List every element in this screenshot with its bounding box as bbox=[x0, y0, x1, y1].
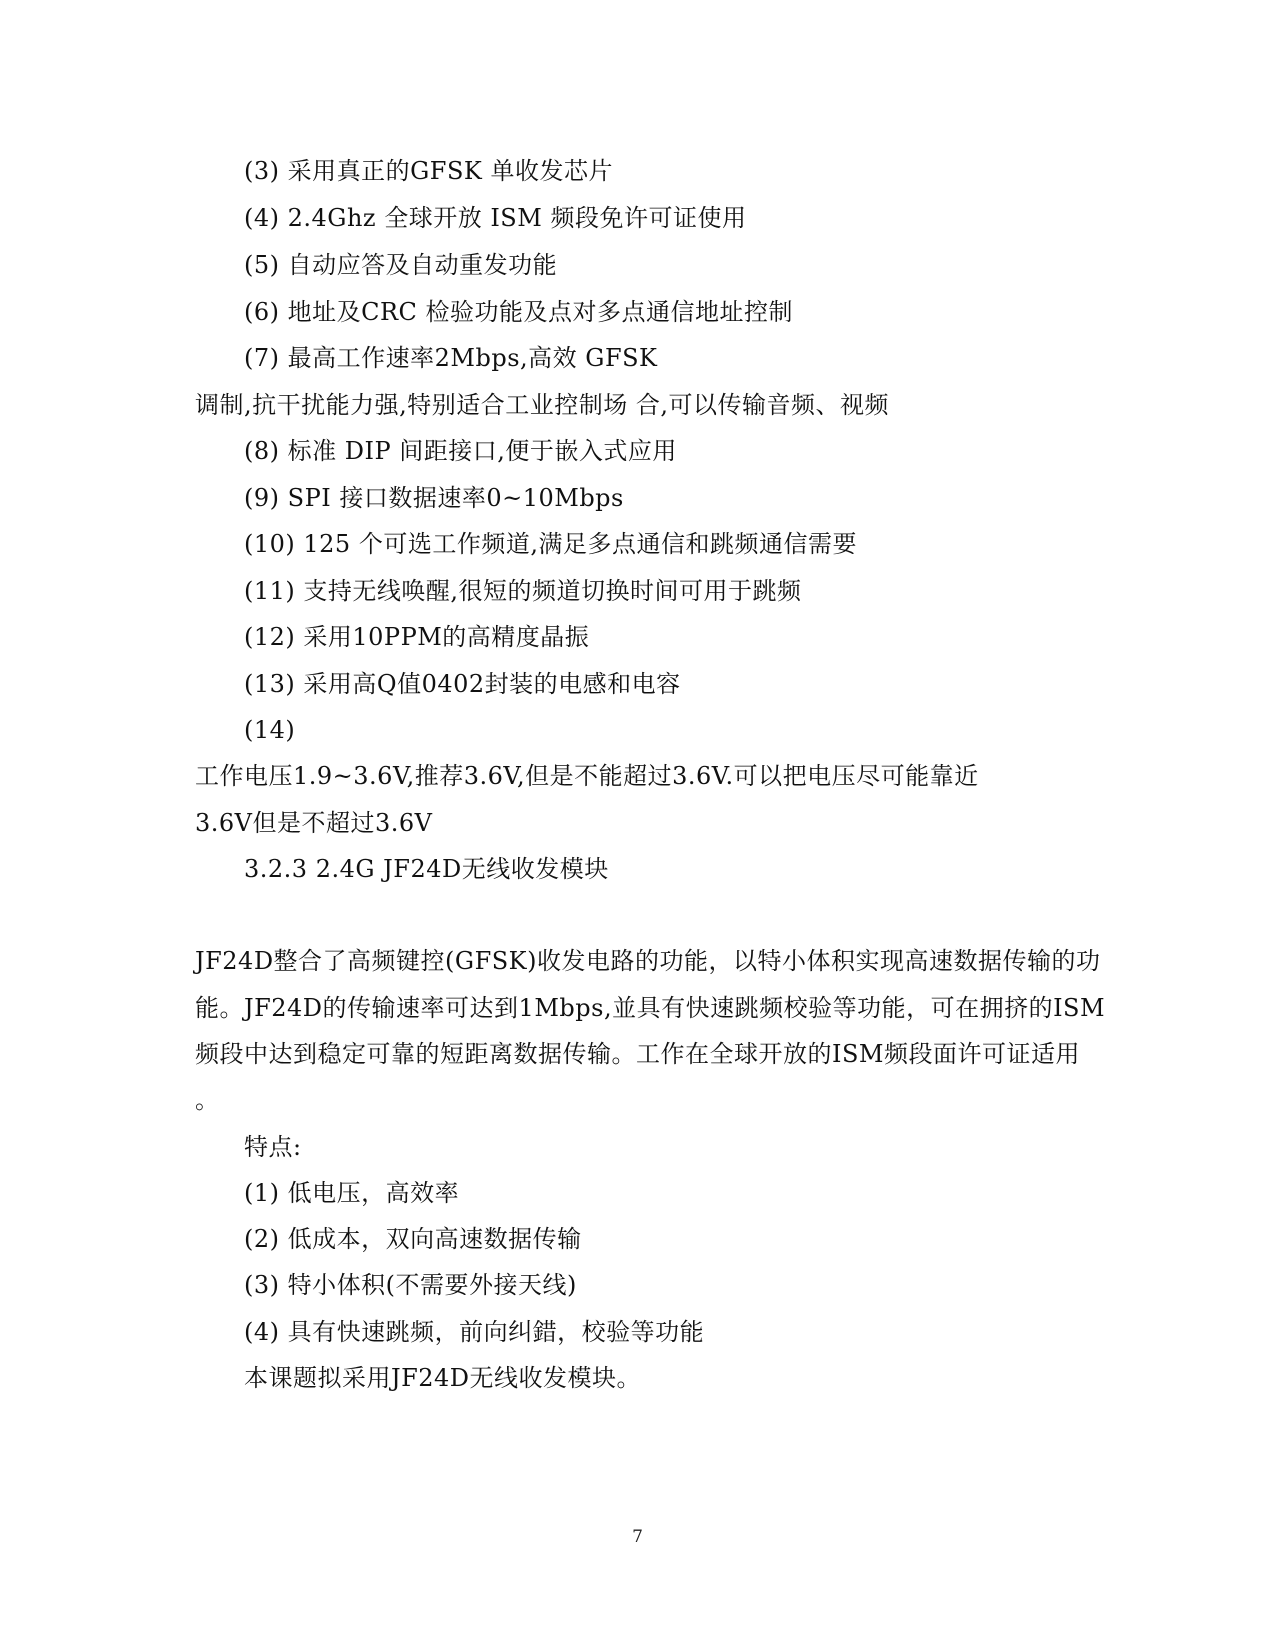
module-feature-4: (4) 具有快速跳频，前向纠錯，校验等功能 bbox=[244, 1318, 705, 1346]
section-heading: 3.2.3 2.4G JF24D无线收发模块 bbox=[244, 855, 609, 883]
paragraph-line-1: JF24D整合了高频键控(GFSK)收发电路的功能，以特小体积实现高速数据传输的功 bbox=[195, 947, 1101, 975]
feature-item-12: (12) 采用10PPM的高精度晶振 bbox=[244, 623, 590, 651]
feature-item-14-continuation: 3.6V但是不超过3.6V bbox=[195, 809, 433, 837]
feature-item-4: (4) 2.4Ghz 全球开放 ISM 频段免许可证使用 bbox=[244, 204, 747, 232]
features-label: 特点: bbox=[244, 1133, 302, 1161]
module-feature-3: (3) 特小体积(不需要外接天线) bbox=[244, 1271, 577, 1299]
feature-item-7-continuation: 调制,抗干扰能力强,特别适合工业控制场 合,可以传输音频、视频 bbox=[195, 391, 890, 419]
feature-item-8: (8) 标准 DIP 间距接口,便于嵌入式应用 bbox=[244, 437, 677, 465]
module-feature-1: (1) 低电压，高效率 bbox=[244, 1179, 460, 1207]
feature-item-11: (11) 支持无线唤醒,很短的频道切换时间可用于跳频 bbox=[244, 577, 802, 605]
page-number: 7 bbox=[632, 1527, 643, 1547]
feature-item-10: (10) 125 个可选工作频道,满足多点通信和跳频通信需要 bbox=[244, 530, 857, 558]
feature-item-9: (9) SPI 接口数据速率0~10Mbps bbox=[244, 484, 624, 512]
feature-item-14: (14) bbox=[244, 716, 296, 744]
paragraph-line-3: 频段中达到稳定可靠的短距离数据传输。工作在全球开放的ISM频段面许可证适用 bbox=[195, 1040, 1080, 1068]
paragraph-line-2: 能。JF24D的传输速率可达到1Mbps,並具有快速跳频校验等功能，可在拥挤的ISM bbox=[195, 994, 1106, 1022]
feature-item-7: (7) 最高工作速率2Mbps,高效 GFSK bbox=[244, 344, 658, 372]
feature-item-5: (5) 自动应答及自动重发功能 bbox=[244, 251, 558, 279]
paragraph-line-4: 。 bbox=[195, 1086, 220, 1114]
feature-item-13: (13) 采用高Q值0402封装的电感和电容 bbox=[244, 670, 681, 698]
module-feature-2: (2) 低成本，双向高速数据传输 bbox=[244, 1225, 582, 1253]
feature-item-6: (6) 地址及CRC 检验功能及点对多点通信地址控制 bbox=[244, 298, 794, 326]
conclusion-sentence: 本课题拟采用JF24D无线收发模块。 bbox=[244, 1364, 642, 1392]
feature-item-3: (3) 采用真正的GFSK 单收发芯片 bbox=[244, 157, 613, 185]
feature-item-14-text: 工作电压1.9~3.6V,推荐3.6V,但是不能超过3.6V.可以把电压尽可能靠近 bbox=[195, 762, 979, 790]
